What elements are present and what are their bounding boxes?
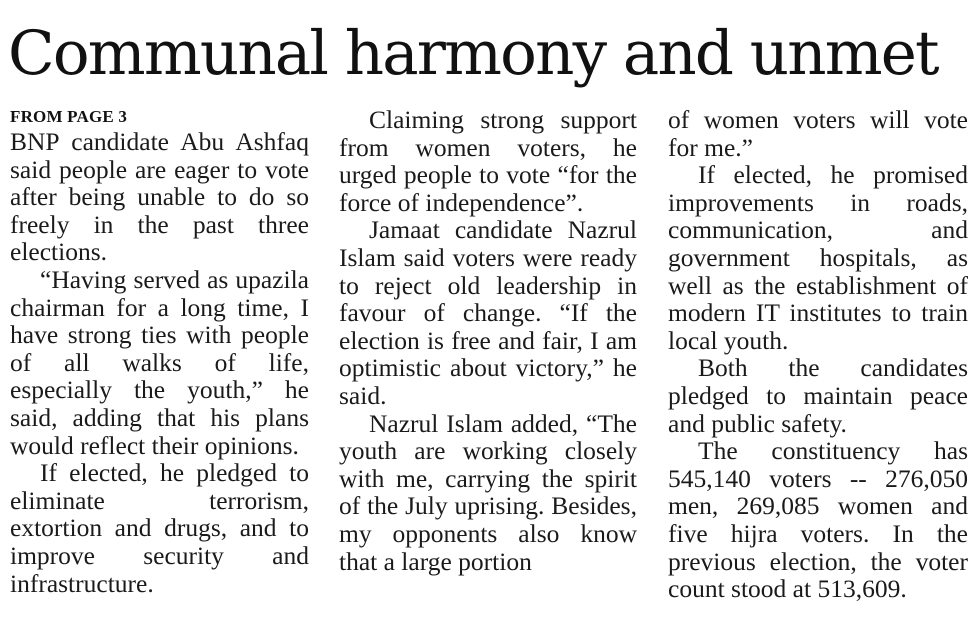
article-column-3 [668,106,968,603]
paragraph: If elected, he promised improvements in roads, communication, and government hospitals, as well as the establishment of modern IT institutes to train local youth. [668,160,968,355]
paragraph: The constituency has 545,140 voters -- 276,050 men, 269,085 women and five hijra voters. In the previous election, the voter count stood at 513,609. [668,436,968,604]
paragraph: If elected, he pledged to eliminate terrorism, extortion and drugs, and to improve security and infrastructure. [10,458,309,598]
paragraph: BNP candidate Abu Ashfaq said people are eager to vote after being unable to do so freely in the past three elections. [10,127,309,267]
paragraph: Nazrul Islam added, “The youth are working closely with me, carrying the spirit of the July uprising. Besides, my opponents also know that a large portion [339,408,637,576]
article-column-1 [10,106,309,597]
paragraph: of women voters will vote for me.” [668,105,968,162]
paragraph: Jamaat candidate Nazrul Islam said voters were ready to reject old leadership in favour of change. “If the election is free and fair, I am optimistic about victory,” he said. [339,215,637,410]
article-column-2 [339,106,637,575]
continuation-kicker: FROM PAGE 3 [10,107,128,126]
paragraph: Both the candidates pledged to maintain peace and public safety. [668,353,968,438]
headline: Communal harmony and unmet [8,18,938,89]
paragraph: “Having served as upazila chairman for a long time, I have strong ties with people of all walks of life, especially the youth,” he said, adding that his plans would reflect their opinions. [10,264,309,460]
paragraph: Claiming strong support from women voters, he urged people to vote “for the force of independence”. [339,105,637,217]
